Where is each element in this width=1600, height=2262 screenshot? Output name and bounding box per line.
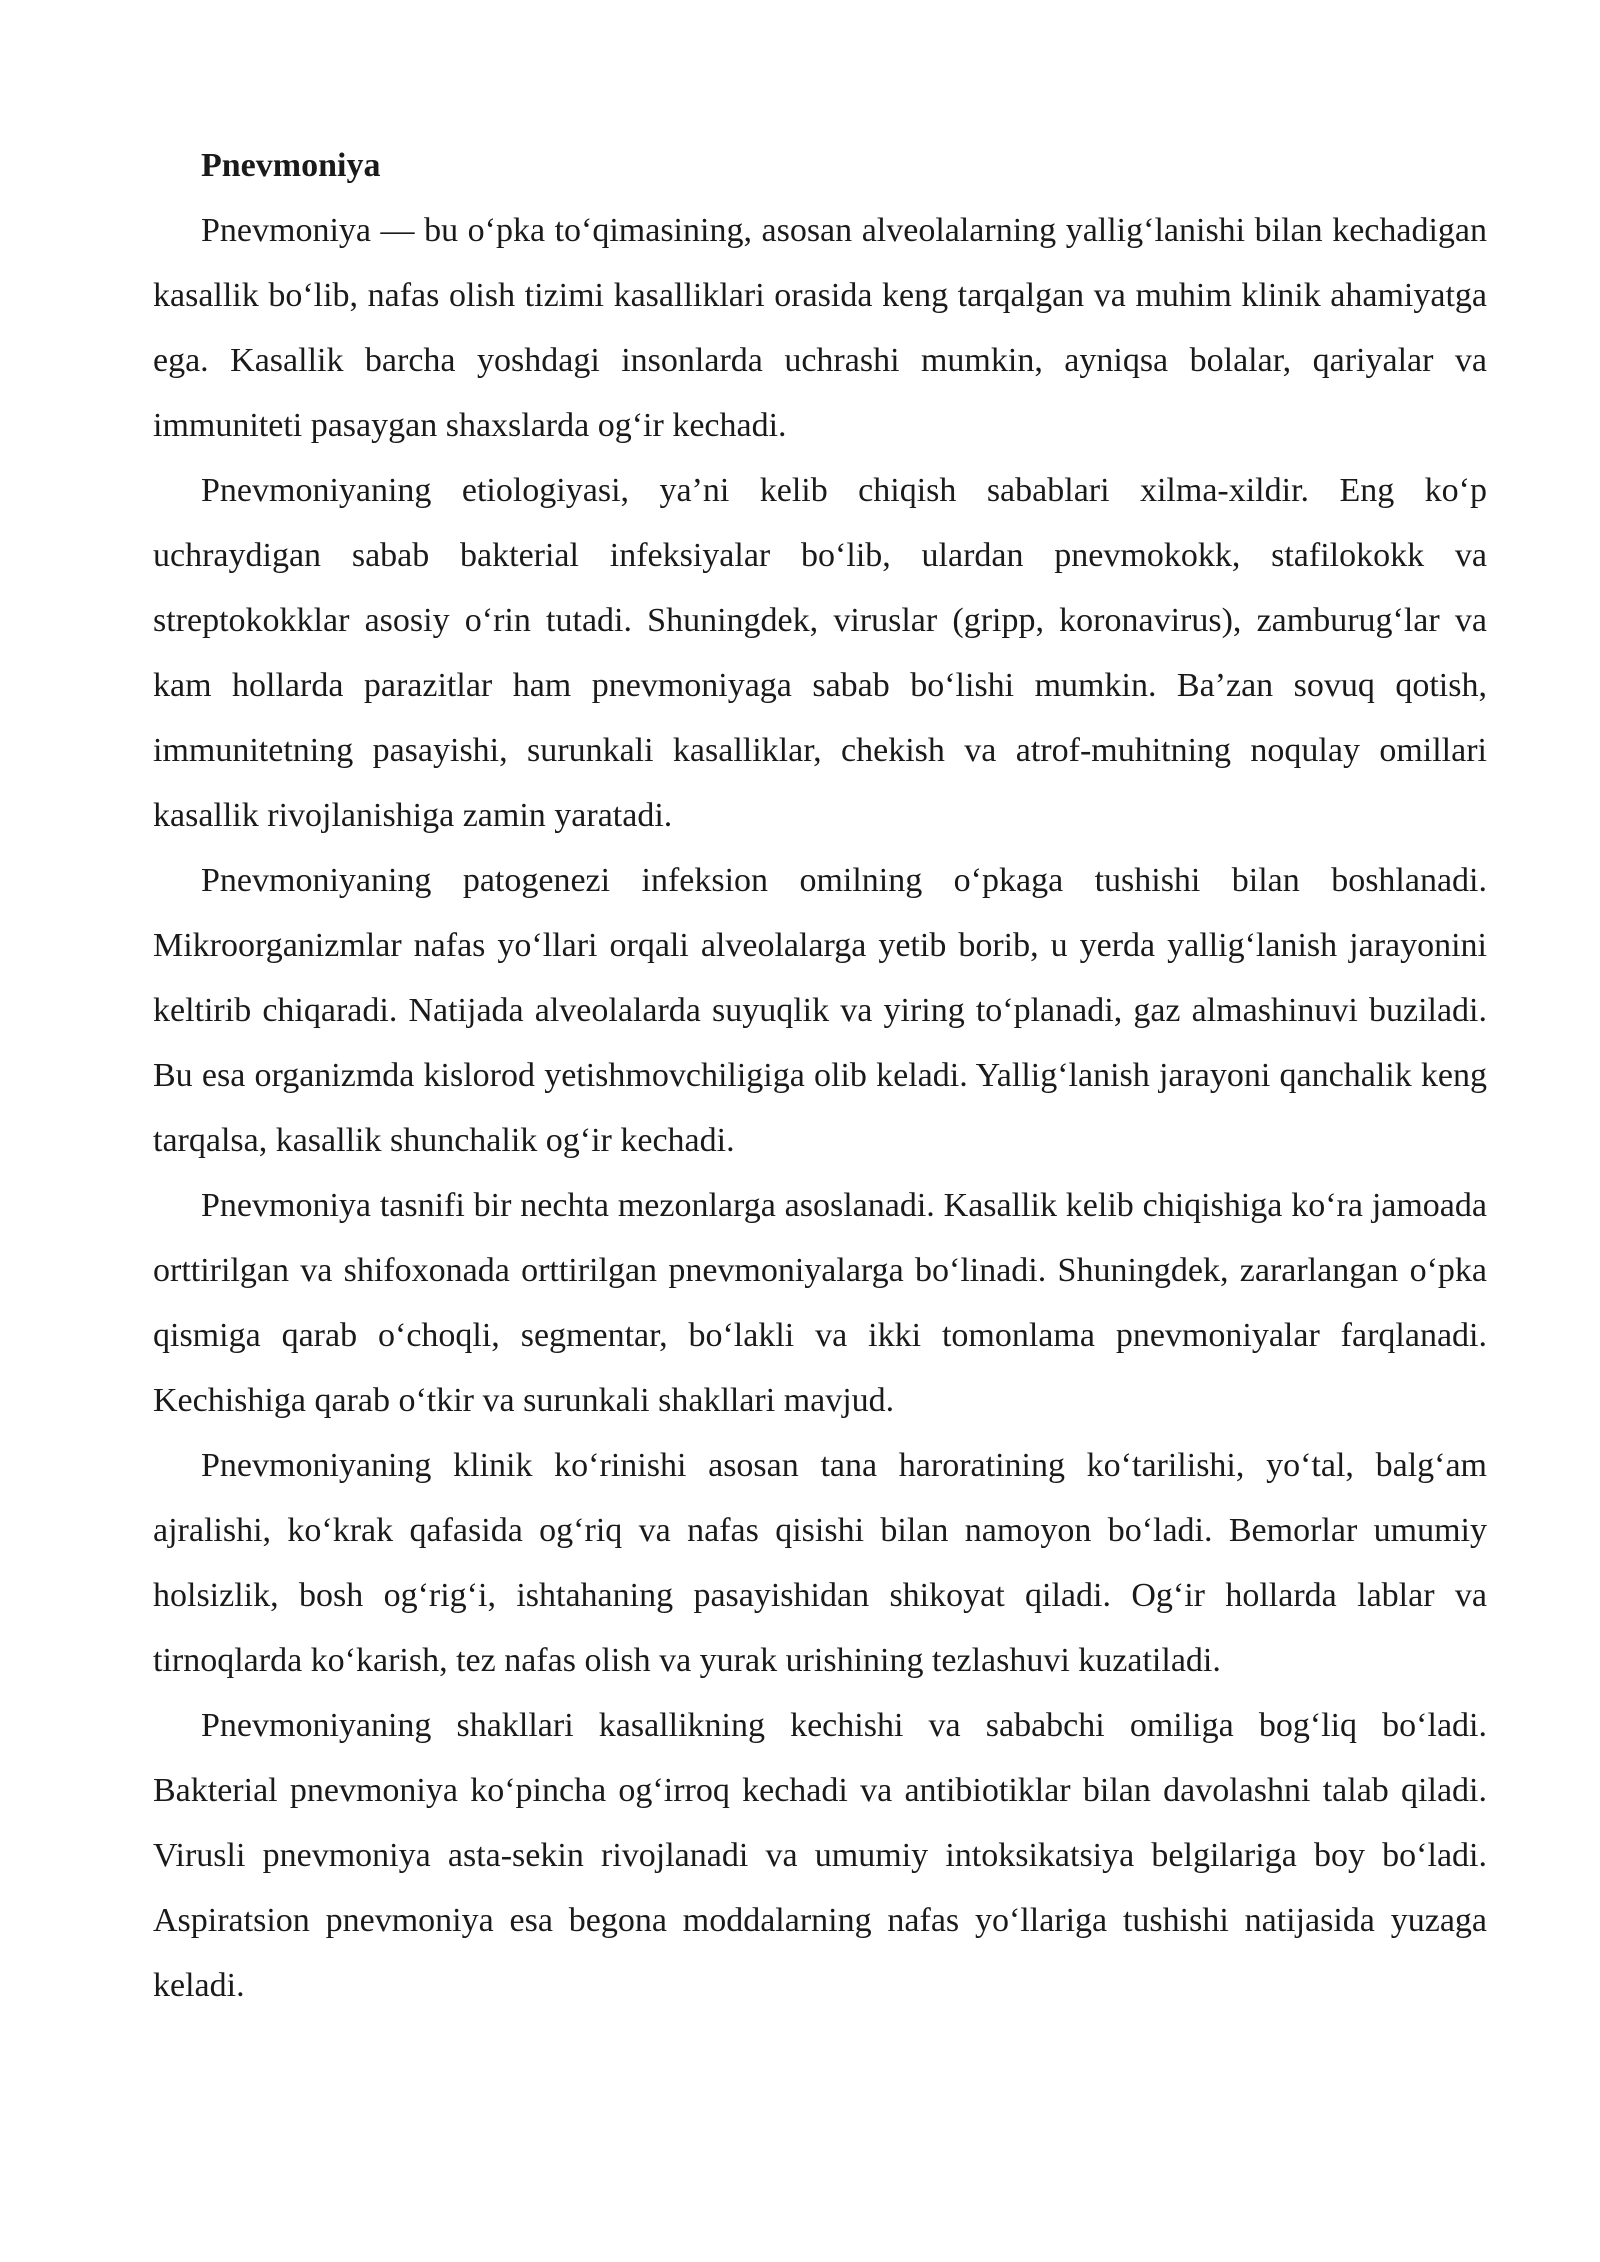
paragraph-classification: Pnevmoniya tasnifi bir nechta mezonlarga asoslanadi. Kasallik kelib chiqishiga koʻra jamoada orttirilgan va shifoxonada orttirilgan pnevmoniyalarga boʻlinadi. Shuningdek, zararlangan oʻpka qismiga qarab oʻchoqli, segmentar, boʻlakli va ikki tomonlama pnevmoniyalar farqlanadi. Kechishiga qarab oʻtkir va surunkali shakllari mavjud. xyxy=(153,1187,1487,1419)
document-page xyxy=(153,133,1487,2018)
paragraph-forms: Pnevmoniyaning shakllari kasallikning kechishi va sababchi omiliga bogʻliq boʻladi. Bakterial pnevmoniya koʻpincha ogʻirroq kechadi va antibiotiklar bilan davolashni talab qiladi. Virusli pnevmoniya asta-sekin rivojlanadi va umumiy intoksikatsiya belgilariga boy boʻladi. Aspiratsion pnevmoniya esa begona moddalarning nafas yoʻllariga tushishi natijasida yuzaga keladi. xyxy=(153,1707,1487,2004)
paragraph-pathogenesis: Pnevmoniyaning patogenezi infeksion omilning oʻpkaga tushishi bilan boshlanadi. Mikroorganizmlar nafas yoʻllari orqali alveolalarga yetib borib, u yerda yalligʻlanish jarayonini keltirib chiqaradi. Natijada alveolalarda suyuqlik va yiring toʻplanadi, gaz almashinuvi buziladi. Bu esa organizmda kislorod yetishmovchiligiga olib keladi. Yalligʻlanish jarayoni qanchalik keng tarqalsa, kasallik shunchalik ogʻir kechadi. xyxy=(153,862,1487,1159)
paragraph-definition: Pnevmoniya — bu oʻpka toʻqimasining, asosan alveolalarning yalligʻlanishi bilan kechadigan kasallik boʻlib, nafas olish tizimi kasalliklari orasida keng tarqalgan va muhim klinik ahamiyatga ega. Kasallik barcha yoshdagi insonlarda uchrashi mumkin, ayniqsa bolalar, qariyalar va immuniteti pasaygan shaxslarda ogʻir kechadi. xyxy=(153,212,1487,444)
paragraph-etiology: Pnevmoniyaning etiologiyasi, ya’ni kelib chiqish sabablari xilma-xildir. Eng koʻp uchraydigan sabab bakterial infeksiyalar boʻlib, ulardan pnevmokokk, stafilokokk va streptokokklar asosiy oʻrin tutadi. Shuningdek, viruslar (gripp, koronavirus), zamburugʻlar va kam hollarda parazitlar ham pnevmoniyaga sabab boʻlishi mumkin. Ba’zan sovuq qotish, immunitetning pasayishi, surunkali kasalliklar, chekish va atrof-muhitning noqulay omillari kasallik rivojlanishiga zamin yaratadi. xyxy=(153,472,1487,834)
document-title: Pnevmoniya xyxy=(201,147,381,184)
paragraph-clinical-signs: Pnevmoniyaning klinik koʻrinishi asosan tana haroratining koʻtarilishi, yoʻtal, balgʻam ajralishi, koʻkrak qafasida ogʻriq va nafas qisishi bilan namoyon boʻladi. Bemorlar umumiy holsizlik, bosh ogʻrigʻi, ishtahaning pasayishidan shikoyat qiladi. Ogʻir hollarda lablar va tirnoqlarda koʻkarish, tez nafas olish va yurak urishining tezlashuvi kuzatiladi. xyxy=(153,1447,1487,1679)
